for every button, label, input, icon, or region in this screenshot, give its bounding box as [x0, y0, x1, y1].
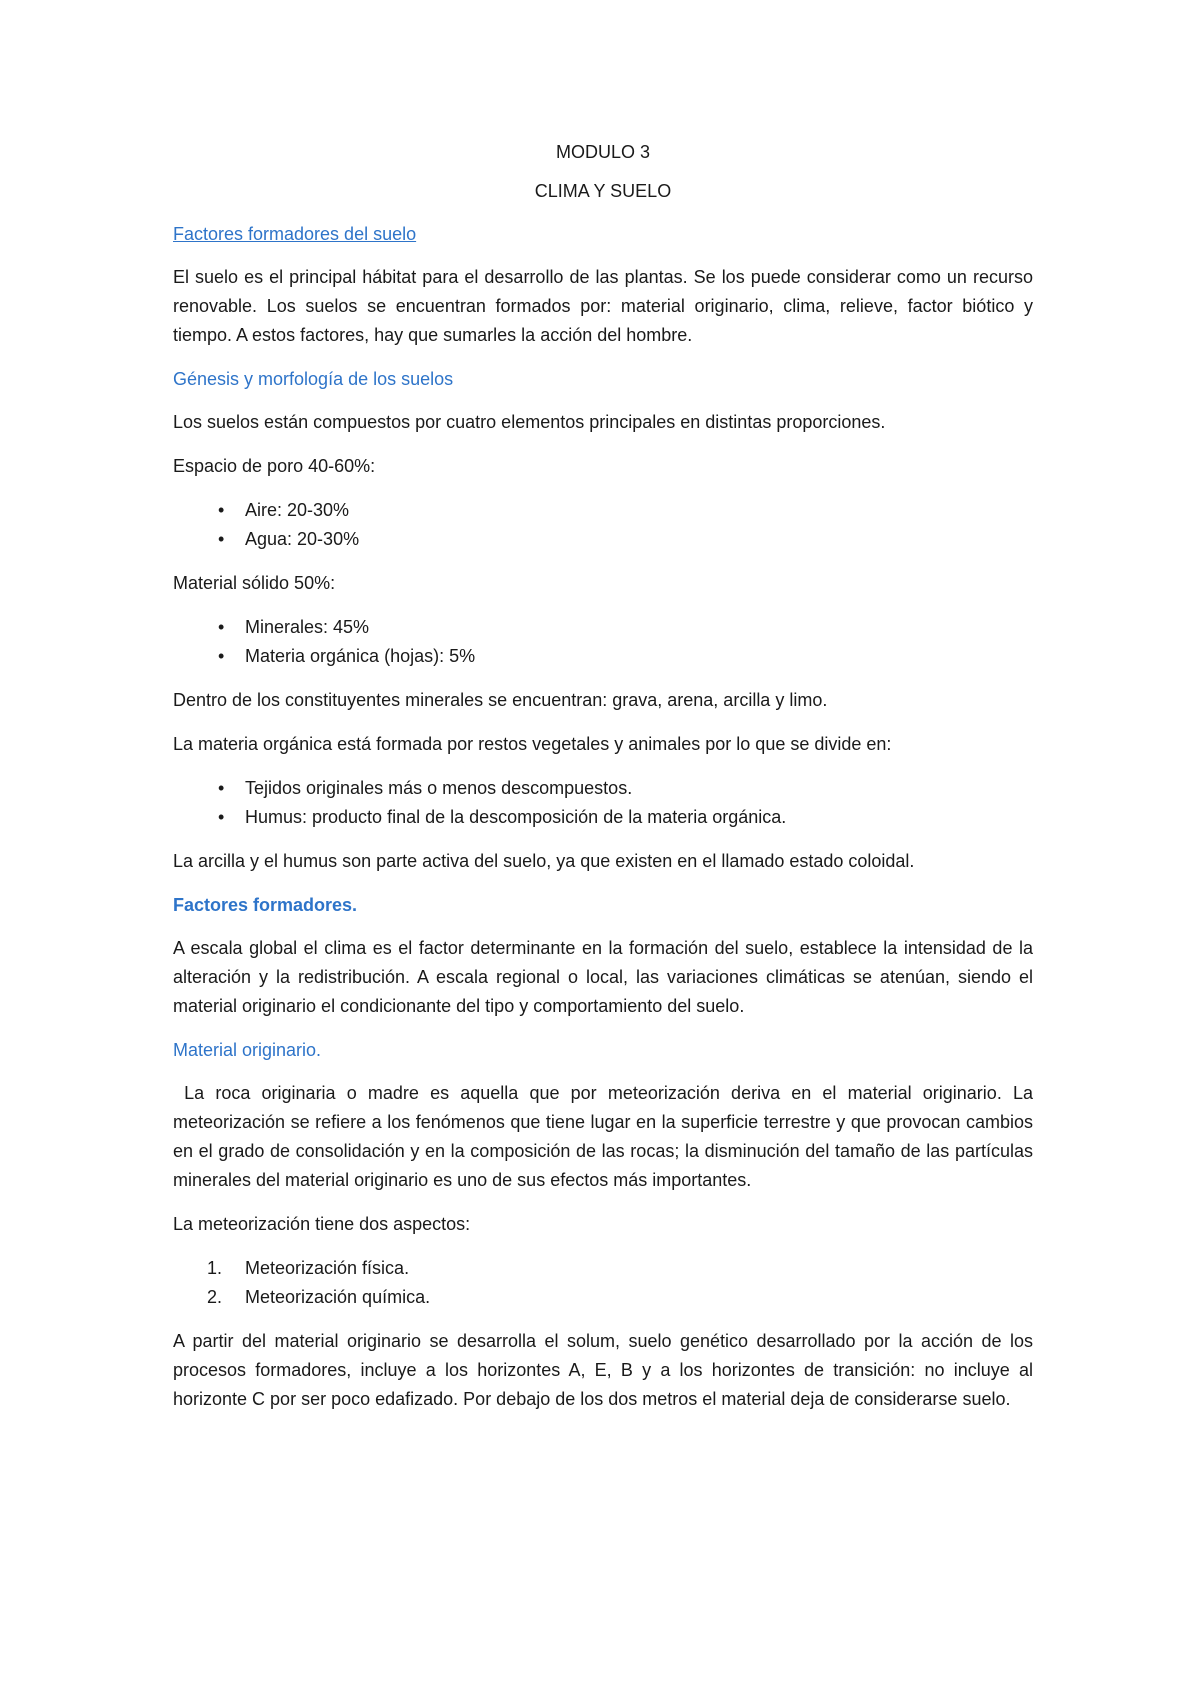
document-page [173, 138, 1039, 1429]
paragraph-constituyentes-minerales: Dentro de los constituyentes minerales se encuentran: grava, arena, arcilla y limo. [173, 690, 828, 710]
bullet-icon: • [218, 617, 225, 637]
bullet-icon: • [218, 778, 225, 798]
list-item: 2. Meteorización química. [173, 1283, 1033, 1312]
paragraph-composicion: Los suelos están compuestos por cuatro elementos principales en distintas proporciones. [173, 412, 886, 432]
section-heading-material-originario: Material originario. [173, 1040, 322, 1060]
paragraph-solum: A partir del material originario se desarrolla el solum, suelo genético desarrollado por la acción de los procesos formadores, incluye a los horizontes A, E, B y a los horizontes de transición: no incluye al horizonte C por ser poco edafizado. Por debajo de los dos metros el material deja de considerarse suelo. [173, 1331, 1033, 1409]
bullet-icon: • [218, 529, 225, 549]
bullet-icon: • [218, 500, 225, 520]
list-item: 1. Meteorización física. [173, 1254, 1033, 1283]
document-subtitle: CLIMA Y SUELO [534, 181, 672, 201]
list-item: • Aire: 20-30% [173, 496, 1033, 525]
bullet-icon: • [218, 807, 225, 827]
list-material-solido [173, 613, 1033, 671]
list-item: • Humus: producto final de la descomposición de la materia orgánica. [173, 803, 1033, 832]
list-number: 2. [207, 1287, 223, 1307]
list-item: • Minerales: 45% [173, 613, 1033, 642]
list-item: • Agua: 20-30% [173, 525, 1033, 554]
paragraph-escala-global: A escala global el clima es el factor determinante en la formación del suelo, establece la intensidad de la alteración y la redistribución. A escala regional o local, las variaciones climáticas se atenúan, siendo el material originario el condicionante del tipo y comportamiento del suelo. [173, 938, 1033, 1016]
paragraph-estado-coloidal: La arcilla y el humus son parte activa del suelo, ya que existen en el llamado estado coloidal. [173, 851, 915, 871]
section-heading-genesis-morfologia: Génesis y morfología de los suelos [173, 369, 454, 389]
paragraph-suelo-habitat: El suelo es el principal hábitat para el desarrollo de las plantas. Se los puede considerar como un recurso renovable. Los suelos se encuentran formados por: material originario, clima, relieve, factor biótico y tiempo. A estos factores, hay que sumarles la acción del hombre. [173, 267, 1033, 345]
document-title: MODULO 3 [555, 142, 651, 162]
list-materia-organica [173, 774, 1033, 832]
section-heading-factores-formadores: Factores formadores. [173, 895, 358, 915]
list-number: 1. [207, 1258, 223, 1278]
label-material-solido: Material sólido 50%: [173, 573, 336, 593]
paragraph-materia-organica: La materia orgánica está formada por restos vegetales y animales por lo que se divide en: [173, 734, 892, 754]
bullet-icon: • [218, 646, 225, 666]
list-meteorizacion [173, 1254, 1033, 1312]
list-espacio-poro [173, 496, 1033, 554]
label-espacio-poro: Espacio de poro 40-60%: [173, 456, 376, 476]
paragraph-roca-originaria: La roca originaria o madre es aquella que por meteorización deriva en el material originario. La meteorización se refiere a los fenómenos que tiene lugar en la superficie terrestre y que provocan cambios en el grado de consolidación y en la composición de las rocas; la disminución del tamaño de las partículas minerales del material originario es uno de sus efectos más importantes. [173, 1083, 1039, 1190]
paragraph-meteorizacion-aspectos: La meteorización tiene dos aspectos: [173, 1214, 471, 1234]
section-heading-factores-formadores-suelo: Factores formadores del suelo [173, 224, 417, 244]
list-item: • Materia orgánica (hojas): 5% [173, 642, 1033, 671]
list-item: • Tejidos originales más o menos descompuestos. [173, 774, 1033, 803]
